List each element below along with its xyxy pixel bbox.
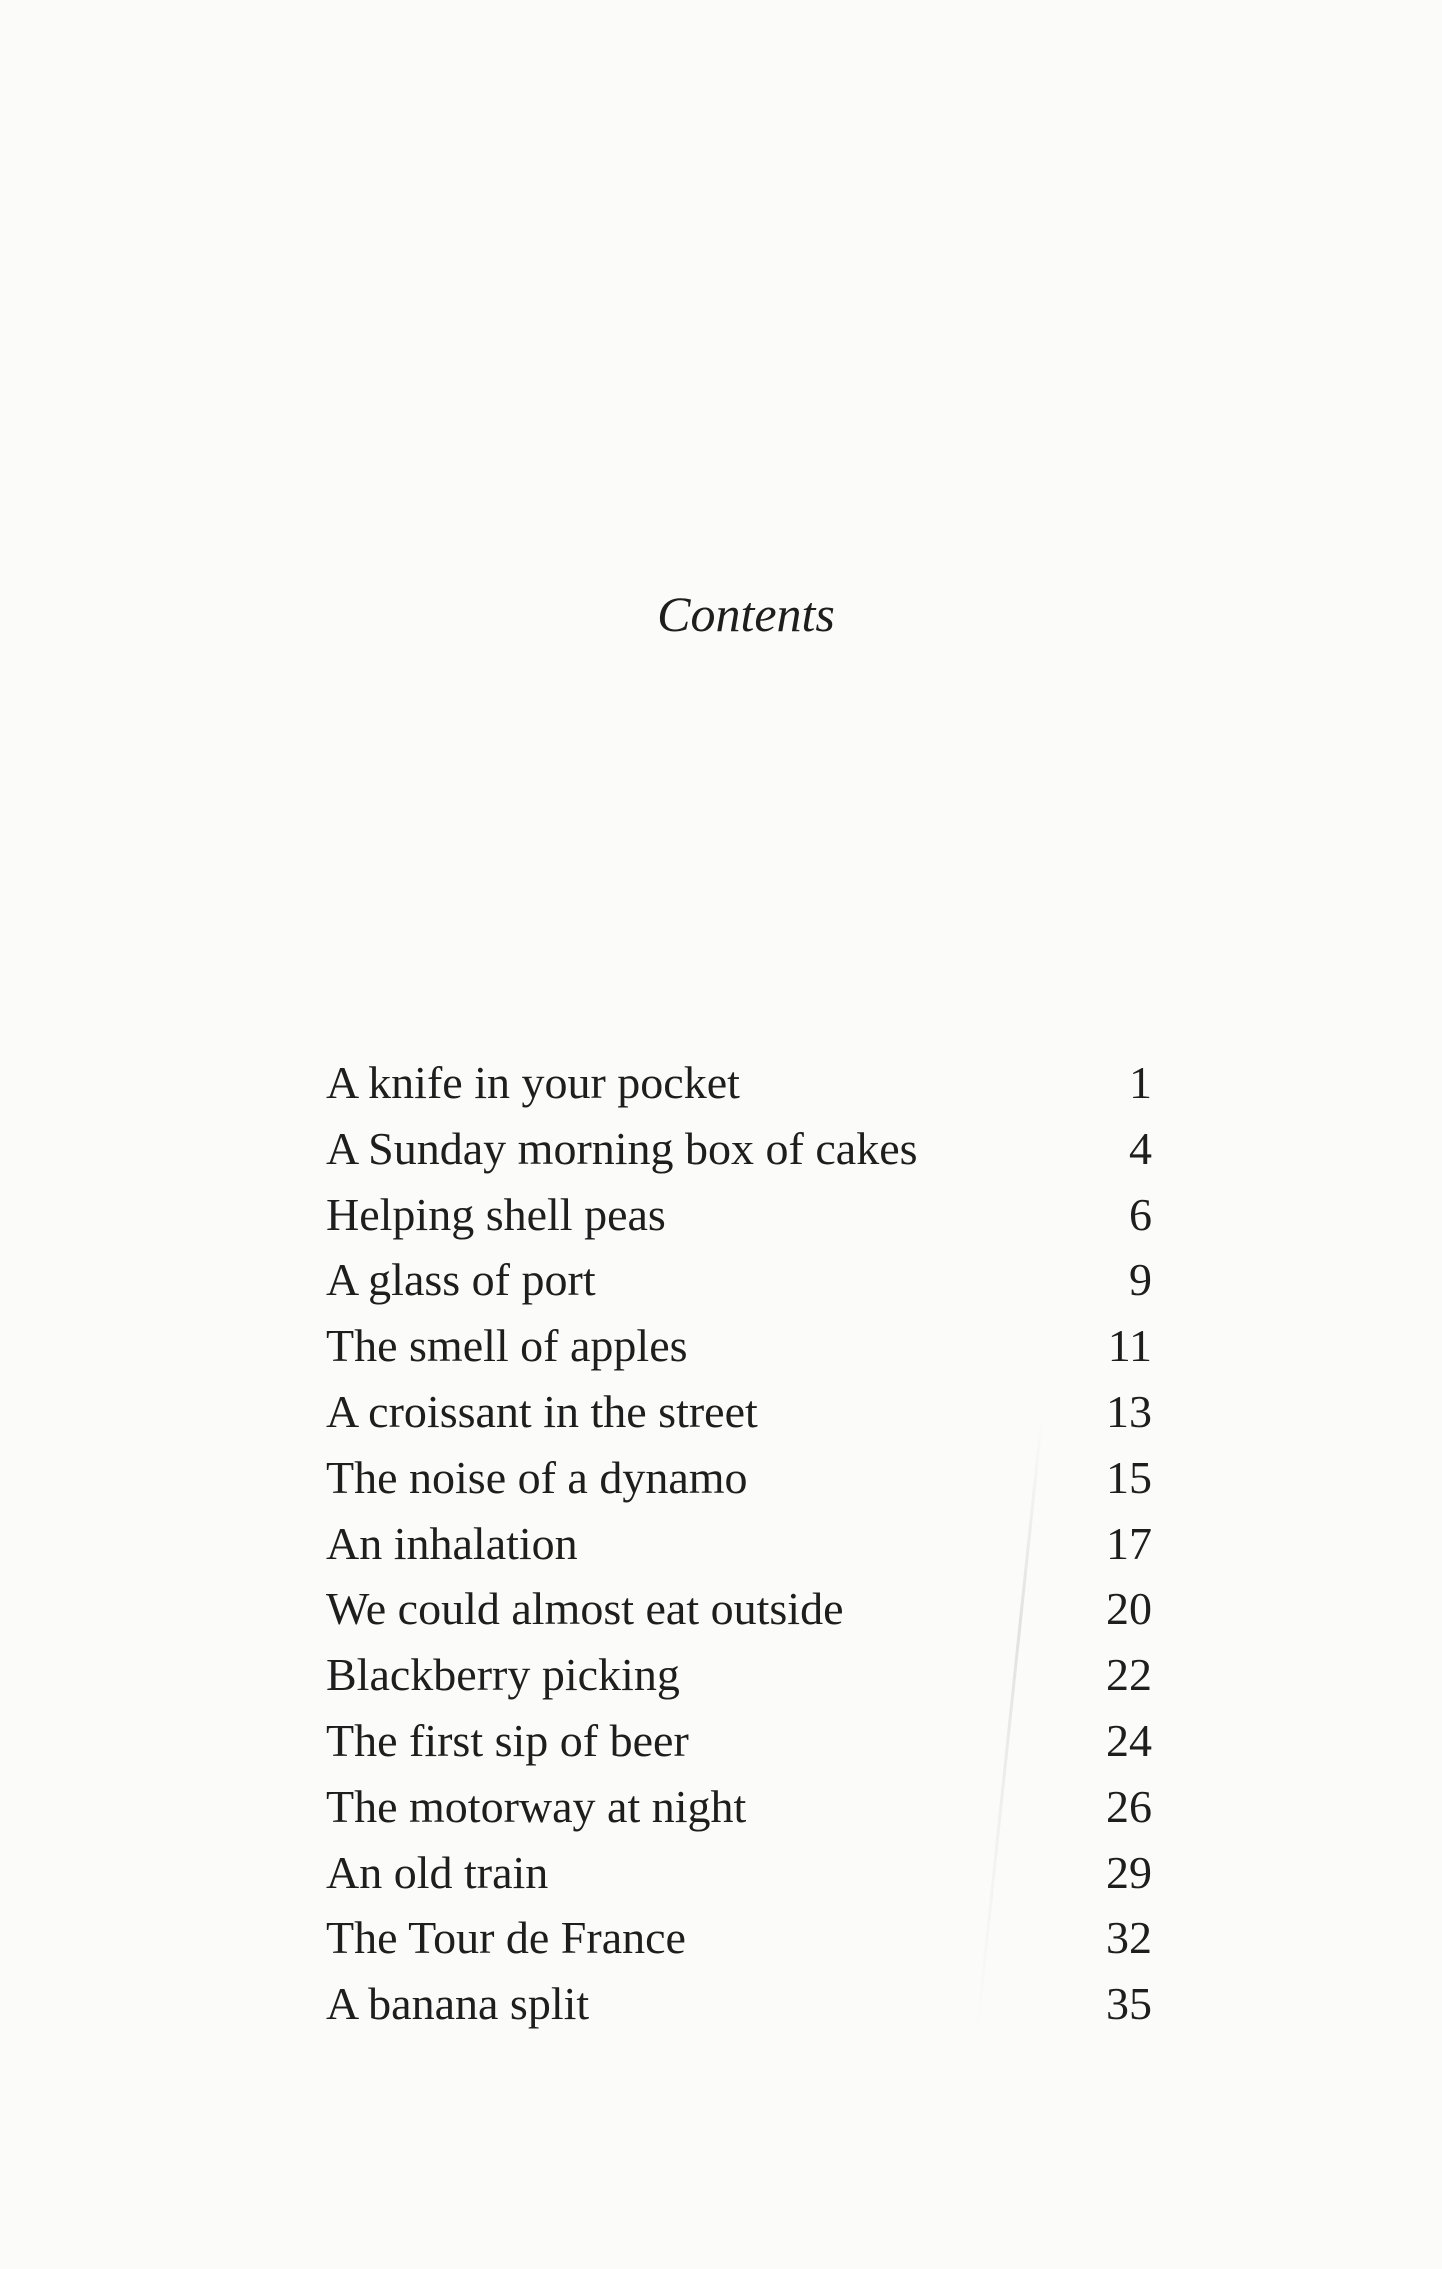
toc-entry-title: A banana split (326, 1978, 590, 2030)
toc-entry (326, 1576, 1152, 1642)
toc-entry (326, 1313, 1152, 1379)
toc-entry (326, 1511, 1152, 1577)
toc-entry-title: The noise of a dynamo (326, 1451, 748, 1503)
toc-entry-page: 26 (1106, 1780, 1152, 1832)
toc-entry (326, 1379, 1152, 1445)
toc-entry (326, 1774, 1152, 1840)
toc-entry-page: 4 (1129, 1122, 1152, 1174)
toc-entry-page: 11 (1107, 1320, 1152, 1372)
toc-entry-page: 9 (1129, 1254, 1152, 1306)
toc-entry-title: An inhalation (326, 1517, 578, 1569)
toc-entry (326, 1445, 1152, 1511)
toc-entry-page: 24 (1106, 1714, 1152, 1766)
toc-entry (326, 1182, 1152, 1248)
toc-entry (326, 1840, 1152, 1906)
toc-entry-page: 13 (1106, 1385, 1152, 1437)
toc-entry-title: A knife in your pocket (326, 1057, 740, 1108)
toc-entry-page: 6 (1129, 1188, 1152, 1240)
toc-entry-page: 17 (1106, 1517, 1152, 1569)
toc-entry (326, 1971, 1152, 2037)
toc-entry-title: We could almost eat outside (326, 1583, 844, 1635)
table-of-contents (326, 1050, 1152, 2037)
toc-entry (326, 1708, 1152, 1774)
toc-entry-title: An old train (326, 1846, 549, 1898)
toc-entry-page: 32 (1106, 1912, 1152, 1964)
toc-entry (326, 1247, 1152, 1313)
toc-entry-page: 35 (1106, 1978, 1152, 2030)
toc-entry-page: 15 (1106, 1451, 1152, 1503)
toc-entry-title: The first sip of beer (326, 1714, 689, 1766)
toc-entry-title: A glass of port (326, 1254, 596, 1306)
toc-entry-title: The Tour de France (326, 1912, 686, 1964)
toc-entry (326, 1050, 1152, 1116)
toc-entry-page: 20 (1106, 1583, 1152, 1635)
toc-entry-title: The smell of apples (326, 1320, 688, 1372)
toc-entry-page: 29 (1106, 1846, 1152, 1898)
toc-entry-title: The motorway at night (326, 1780, 747, 1832)
page-title: Contents (657, 586, 835, 642)
toc-entry-title: Helping shell peas (326, 1188, 666, 1240)
toc-entry-title: Blackberry picking (326, 1649, 680, 1701)
toc-entry (326, 1116, 1152, 1182)
toc-entry-page: 1 (1129, 1057, 1152, 1108)
toc-entry-title: A Sunday morning box of cakes (326, 1122, 918, 1174)
toc-entry-page: 22 (1106, 1649, 1152, 1701)
toc-entry (326, 1642, 1152, 1708)
toc-entry (326, 1905, 1152, 1971)
toc-entry-title: A croissant in the street (326, 1385, 758, 1437)
